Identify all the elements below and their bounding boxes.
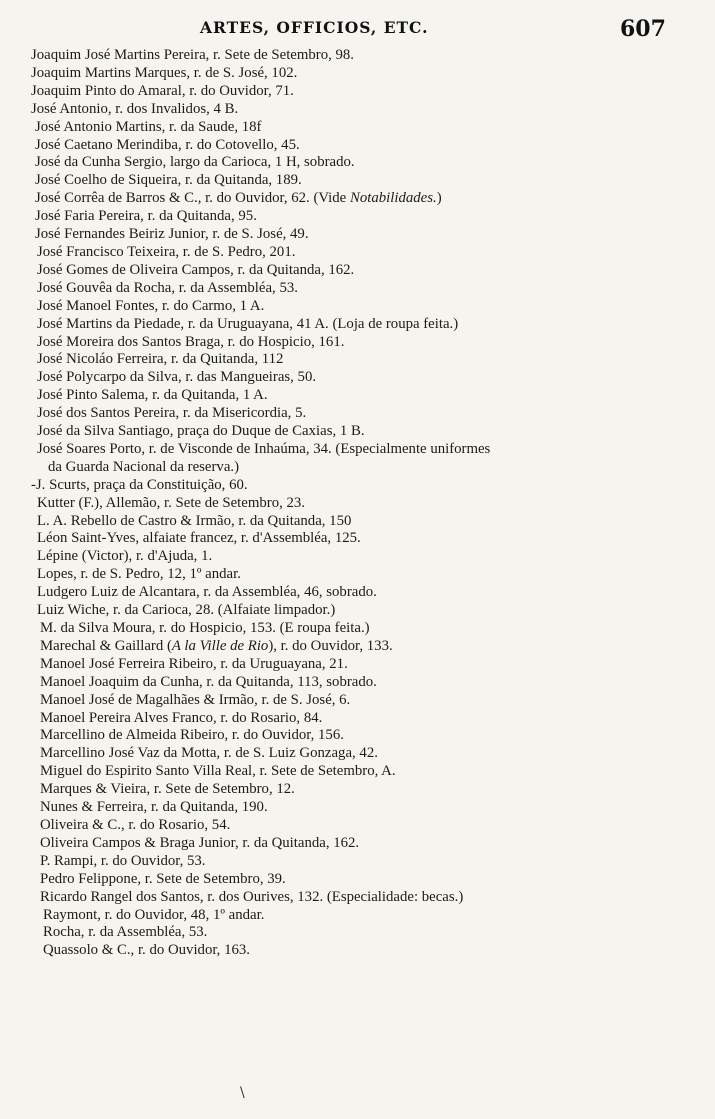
- directory-entry: José dos Santos Pereira, r. da Misericordia, 5.: [37, 405, 307, 422]
- directory-entry: José Gomes de Oliveira Campos, r. da Quitanda, 162.: [37, 261, 355, 278]
- directory-entry: Miguel do Espirito Santo Villa Real, r. Sete de Setembro, A.: [40, 763, 396, 780]
- directory-entry: José Gouvêa da Rocha, r. da Assembléa, 53.: [37, 279, 298, 296]
- directory-entry: Lépine (Victor), r. d'Ajuda, 1.: [37, 548, 213, 565]
- directory-entry: Rocha, r. da Assembléa, 53.: [43, 924, 208, 941]
- directory-entry: Pedro Felippone, r. Sete de Setembro, 39.: [40, 870, 286, 887]
- directory-entry: Joaquim José Martins Pereira, r. Sete de Setembro, 98.: [31, 47, 355, 63]
- directory-entry: José Faria Pereira, r. da Quitanda, 95.: [35, 208, 257, 225]
- directory-entry: José Antonio Martins, r. da Saude, 18f: [35, 118, 262, 135]
- directory-entry: Ricardo Rangel dos Santos, r. dos Ourives, 132. (Especialidade: becas.): [40, 888, 464, 905]
- entry-text: ), r. do Ouvidor, 133.: [268, 637, 393, 654]
- directory-entry: José Caetano Merindiba, r. do Cotovello, 45.: [35, 136, 300, 153]
- directory-entry: -J. Scurts, praça da Constituição, 60.: [31, 476, 248, 493]
- page-header: [0, 14, 715, 44]
- directory-entry: José Polycarpo da Silva, r. das Mangueiras, 50.: [37, 369, 317, 386]
- directory-entry: Manoel José de Magalhães & Irmão, r. de S. José, 6.: [40, 691, 351, 708]
- page-number: 607: [620, 16, 666, 42]
- entry-continuation: da Guarda Nacional da reserva.): [48, 458, 240, 475]
- directory-entry: Marcellino José Vaz da Motta, r. de S. Luiz Gonzaga, 42.: [40, 745, 378, 762]
- entry-text: Marechal & Gaillard (: [40, 637, 172, 654]
- directory-entry: José Coelho de Siqueira, r. da Quitanda, 189.: [35, 172, 302, 189]
- directory-entry: José Pinto Salema, r. da Quitanda, 1 A.: [37, 387, 268, 404]
- directory-entry: José da Cunha Sergio, largo da Carioca, 1 H, sobrado.: [35, 154, 355, 171]
- directory-entry: Joaquim Martins Marques, r. de S. José, 102.: [31, 64, 298, 81]
- directory-entry: L. A. Rebello de Castro & Irmão, r. da Quitanda, 150: [37, 512, 352, 529]
- directory-entry: Manoel Pereira Alves Franco, r. do Rosario, 84.: [40, 709, 323, 726]
- entry-text: ): [436, 190, 442, 207]
- directory-entry: Lopes, r. de S. Pedro, 12, 1º andar.: [37, 566, 241, 583]
- directory-entry: Ludgero Luiz de Alcantara, r. da Assembléa, 46, sobrado.: [37, 584, 377, 601]
- directory-entry: José Martins da Piedade, r. da Uruguayana, 41 A. (Loja de roupa feita.): [37, 315, 459, 332]
- directory-entry: José Antonio, r. dos Invalidos, 4 B.: [31, 100, 239, 117]
- directory-entry: José Soares Porto, r. de Visconde de Inhaúma, 34. (Especialmente uniformes: [37, 440, 491, 457]
- directory-entry: Oliveira Campos & Braga Junior, r. da Quitanda, 162.: [40, 834, 360, 851]
- entry-text: José Corrêa de Barros & C., r. do Ouvidor, 62. (Vide: [35, 190, 350, 207]
- directory-entry: Luiz Wiche, r. da Carioca, 28. (Alfaiate limpador.): [37, 602, 336, 619]
- directory-entry: M. da Silva Moura, r. do Hospicio, 153. (E roupa feita.): [40, 620, 370, 636]
- directory-entry: Nunes & Ferreira, r. da Quitanda, 190.: [40, 799, 268, 816]
- directory-entry: José Francisco Teixeira, r. de S. Pedro, 201.: [37, 243, 296, 260]
- directory-entry: Raymont, r. do Ouvidor, 48, 1º andar.: [43, 906, 265, 923]
- printer-mark: \: [240, 1085, 245, 1101]
- directory-entry: Oliveira & C., r. do Rosario, 54.: [40, 816, 231, 833]
- directory-entry: Léon Saint-Yves, alfaiate francez, r. d'Assembléa, 125.: [37, 530, 361, 547]
- directory-entry: José Nicoláo Ferreira, r. da Quitanda, 112: [37, 351, 284, 368]
- directory-entry: José Moreira dos Santos Braga, r. do Hospicio, 161.: [37, 333, 345, 350]
- directory-entry: José Manoel Fontes, r. do Carmo, 1 A.: [37, 297, 265, 314]
- directory-entry: [0, 638, 715, 656]
- running-title: ARTES, OFFICIOS, ETC.: [200, 18, 429, 37]
- directory-entry: José da Silva Santiago, praça do Duque de Caxias, 1 B.: [37, 423, 365, 440]
- directory-entry: José Fernandes Beiriz Junior, r. de S. José, 49.: [35, 226, 309, 243]
- directory-entry: P. Rampi, r. do Ouvidor, 53.: [40, 852, 206, 869]
- directory-entries: [0, 47, 715, 960]
- directory-entry: Manoel José Ferreira Ribeiro, r. da Uruguayana, 21.: [40, 655, 348, 672]
- directory-entry: Manoel Joaquim da Cunha, r. da Quitanda, 113, sobrado.: [40, 673, 377, 690]
- entry-italic-text: Notabilidades.: [349, 190, 437, 207]
- directory-entry: Joaquim Pinto do Amaral, r. do Ouvidor, 71.: [31, 82, 294, 99]
- directory-entry: Marcellino de Almeida Ribeiro, r. do Ouvidor, 156.: [40, 727, 344, 744]
- directory-entry: [0, 190, 715, 208]
- directory-entry: Quassolo & C., r. do Ouvidor, 163.: [43, 942, 250, 959]
- directory-entry: Marques & Vieira, r. Sete de Setembro, 12.: [40, 781, 295, 798]
- directory-entry: Kutter (F.), Allemão, r. Sete de Setembro, 23.: [37, 494, 305, 511]
- entry-italic-text: A la Ville de Rio: [171, 637, 269, 654]
